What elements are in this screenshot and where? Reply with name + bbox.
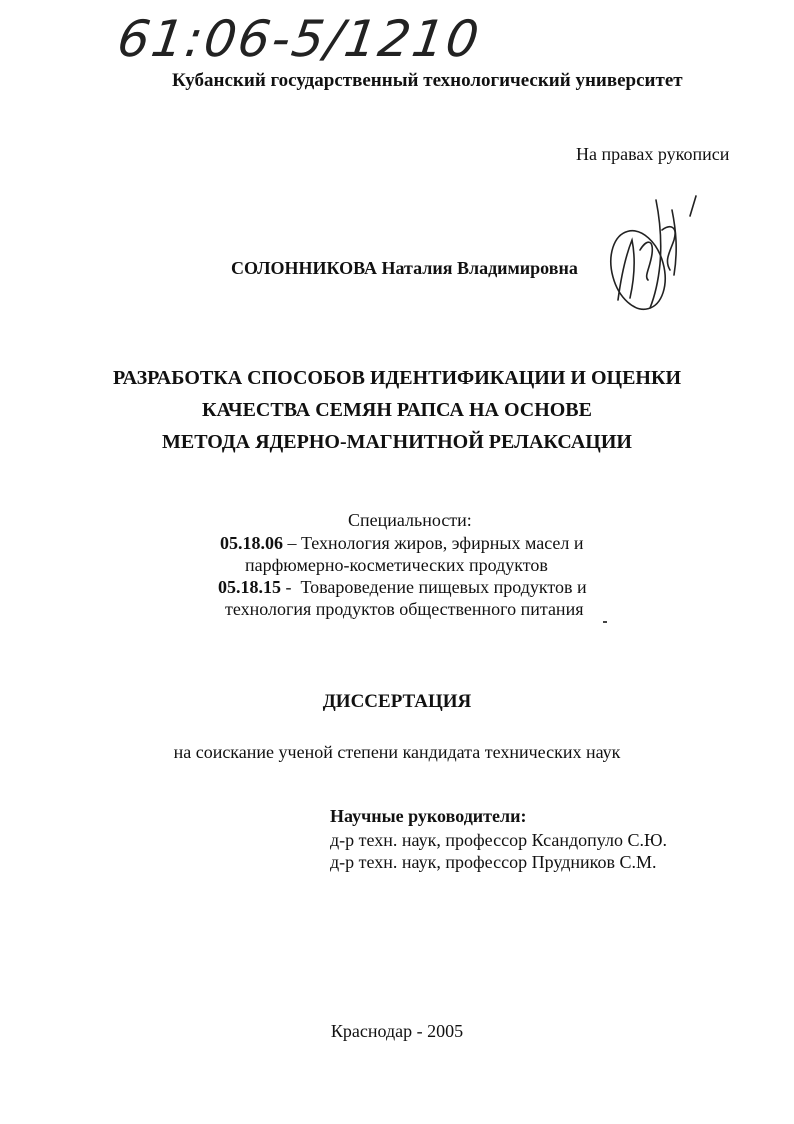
- specialty-2-line-2: технология продуктов общественного питания: [225, 599, 584, 619]
- specialty-name: Товароведение пищевых продуктов и: [300, 577, 587, 597]
- scan-speck: [603, 621, 607, 623]
- thesis-title-line-1: РАЗРАБОТКА СПОСОБОВ ИДЕНТИФИКАЦИИ И ОЦЕНКИ: [112, 367, 682, 389]
- specialty-separator: -: [281, 577, 301, 597]
- archive-number: 61:06-5/1210: [113, 10, 485, 68]
- supervisor-1: д-р техн. наук, профессор Ксандопуло С.Ю.: [330, 830, 667, 850]
- specialty-separator: –: [283, 533, 301, 553]
- manuscript-rights: На правах рукописи: [576, 144, 730, 164]
- signature-icon: [600, 180, 710, 320]
- supervisor-2: д-р техн. наук, профессор Прудников С.М.: [330, 852, 657, 872]
- supervisors-heading: Научные руководители:: [330, 806, 527, 826]
- specialty-code: 05.18.15: [218, 577, 281, 597]
- author-name: СОЛОННИКОВА Наталия Владимировна: [231, 258, 578, 278]
- specialty-name: Технология жиров, эфирных масел и: [301, 533, 584, 553]
- degree-statement: на соискание ученой степени кандидата технических наук: [173, 742, 621, 762]
- thesis-title-line-2: КАЧЕСТВА СЕМЯН РАПСА НА ОСНОВЕ: [202, 399, 592, 421]
- university-name: Кубанский государственный технологический университет: [172, 70, 683, 91]
- city-year: Краснодар - 2005: [330, 1021, 464, 1041]
- thesis-title-line-3: МЕТОДА ЯДЕРНО-МАГНИТНОЙ РЕЛАКСАЦИИ: [162, 431, 632, 453]
- specialties-heading: Специальности:: [348, 510, 472, 530]
- specialty-1-line-1: [220, 533, 584, 554]
- specialty-1-line-2: парфюмерно-косметических продуктов: [245, 555, 548, 575]
- specialty-code: 05.18.06: [220, 533, 283, 553]
- specialty-2-line-1: [218, 577, 587, 598]
- document-type: ДИССЕРТАЦИЯ: [322, 691, 472, 712]
